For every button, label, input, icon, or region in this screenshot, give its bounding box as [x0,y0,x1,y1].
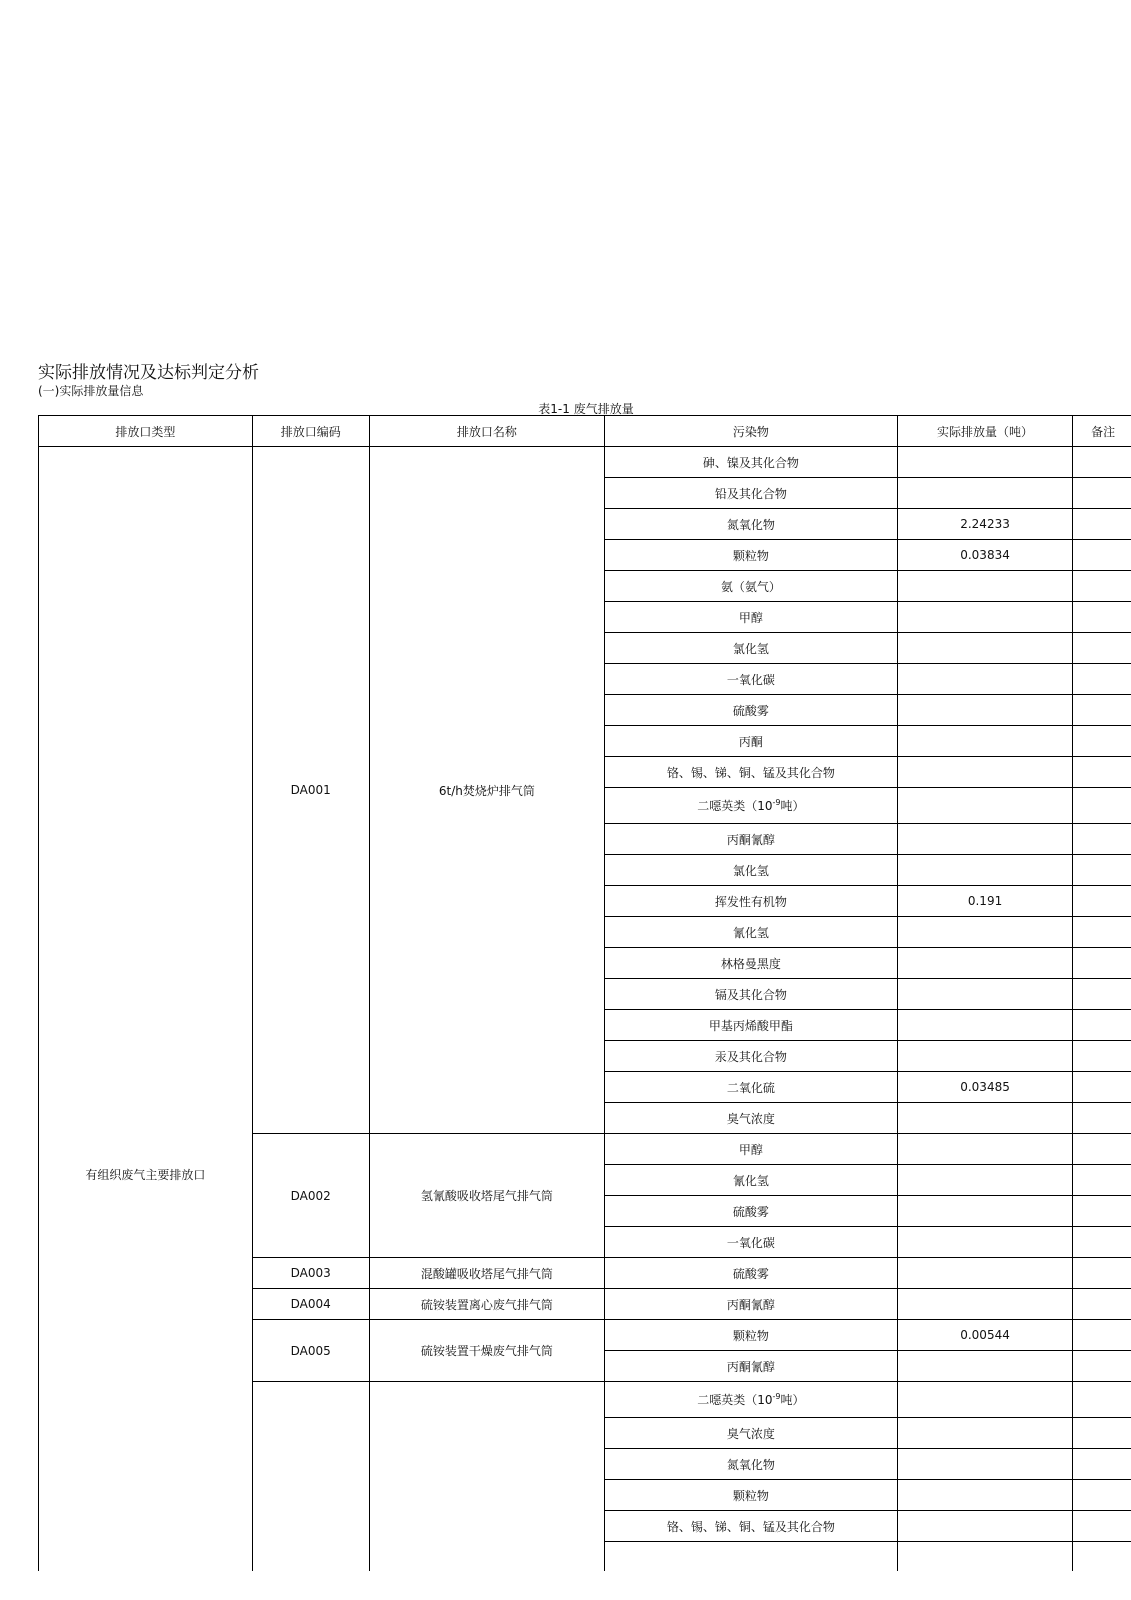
note-cell [1073,1258,1131,1289]
outlet-name-cell: 硫铵装置干燥废气排气筒 [369,1320,604,1382]
emission-amount-cell [897,1382,1073,1418]
emission-amount-cell: 0.03485 [897,1072,1073,1103]
header-outlet-type: 排放口类型 [39,416,253,447]
section-subheading: (一)实际排放量信息 [38,384,144,398]
pollutant-cell: 一氧化碳 [604,1227,897,1258]
note-cell [1073,1511,1131,1542]
emission-amount-cell [897,1010,1073,1041]
pollutant-cell: 镉及其化合物 [604,979,897,1010]
note-cell [1073,948,1131,979]
outlet-name-cell: 6t/h焚烧炉排气筒 [369,447,604,1134]
emission-amount-cell [897,695,1073,726]
outlet-name-cell: 混酸罐吸收塔尾气排气筒 [369,1258,604,1289]
note-cell [1073,633,1131,664]
emission-amount-cell [897,1351,1073,1382]
note-cell [1073,1418,1131,1449]
note-cell [1073,478,1131,509]
pollutant-cell: 硫酸雾 [604,1258,897,1289]
page-cutoff [0,1571,1131,1600]
pollutant-cell: 硫酸雾 [604,695,897,726]
note-cell [1073,1041,1131,1072]
pollutant-cell: 臭气浓度 [604,1418,897,1449]
emission-amount-cell [897,664,1073,695]
pollutant-cell: 氰化氢 [604,917,897,948]
note-cell [1073,1542,1131,1573]
note-cell [1073,1449,1131,1480]
outlet-code-cell: DA001 [252,447,369,1134]
pollutant-cell: 铬、锡、锑、铜、锰及其化合物 [604,1511,897,1542]
note-cell [1073,979,1131,1010]
note-cell [1073,540,1131,571]
pollutant-cell: 颗粒物 [604,540,897,571]
emission-amount-cell [897,633,1073,664]
pollutant-cell [604,1382,897,1418]
emission-amount-cell [897,788,1073,824]
emission-amount-cell [897,917,1073,948]
note-cell [1073,447,1131,478]
note-cell [1073,1103,1131,1134]
emission-amount-cell [897,1418,1073,1449]
note-cell [1073,726,1131,757]
emission-amount-cell: 0.00544 [897,1320,1073,1351]
outlet-code-cell: DA005 [252,1320,369,1382]
emission-amount-cell [897,1103,1073,1134]
emission-amount-cell [897,1227,1073,1258]
note-cell [1073,1072,1131,1103]
emission-amount-cell [897,1134,1073,1165]
note-cell [1073,917,1131,948]
pollutant-cell: 氰化氢 [604,1165,897,1196]
pollutant-unit-exponent: -9 [772,1392,781,1401]
emission-amount-cell [897,1289,1073,1320]
pollutant-cell: 挥发性有机物 [604,886,897,917]
note-cell [1073,695,1131,726]
outlet-code-cell: DA004 [252,1289,369,1320]
emission-amount-cell [897,1196,1073,1227]
note-cell [1073,664,1131,695]
note-cell [1073,602,1131,633]
pollutant-cell: 甲醇 [604,602,897,633]
header-actual-emission: 实际排放量（吨） [897,416,1073,447]
outlet-type-cell: 有组织废气主要排放口 [39,447,253,1573]
pollutant-cell: 二氧化硫 [604,1072,897,1103]
pollutant-cell: 铅及其化合物 [604,478,897,509]
emission-amount-cell [897,757,1073,788]
note-cell [1073,1134,1131,1165]
pollutant-cell: 氯化氢 [604,633,897,664]
note-cell [1073,824,1131,855]
pollutant-cell: 颗粒物 [604,1320,897,1351]
emission-amount-cell [897,1542,1073,1573]
header-pollutant: 污染物 [604,416,897,447]
emission-amount-cell [897,1165,1073,1196]
emission-amount-cell [897,1449,1073,1480]
note-cell [1073,1165,1131,1196]
emission-amount-cell [897,447,1073,478]
note-cell [1073,509,1131,540]
note-cell [1073,757,1131,788]
note-cell [1073,1196,1131,1227]
outlet-code-cell: DA003 [252,1258,369,1289]
outlet-code-cell: DA002 [252,1134,369,1258]
pollutant-cell [604,1542,897,1573]
table-caption: 表1-1 废气排放量 [538,402,634,416]
note-cell [1073,1480,1131,1511]
pollutant-cell: 砷、镍及其化合物 [604,447,897,478]
note-cell [1073,1320,1131,1351]
pollutant-cell: 丙酮氰醇 [604,1351,897,1382]
emission-amount-cell [897,1258,1073,1289]
emission-table [38,415,1131,1573]
pollutant-cell: 汞及其化合物 [604,1041,897,1072]
pollutant-cell: 硫酸雾 [604,1196,897,1227]
pollutant-cell: 臭气浓度 [604,1103,897,1134]
pollutant-cell: 丙酮氰醇 [604,824,897,855]
pollutant-cell: 甲醇 [604,1134,897,1165]
table-row [39,447,1131,478]
pollutant-cell: 甲基丙烯酸甲酯 [604,1010,897,1041]
pollutant-cell: 铬、锡、锑、铜、锰及其化合物 [604,757,897,788]
pollutant-label: 二噁英类（10 [697,1393,773,1407]
emission-amount-cell [897,602,1073,633]
note-cell [1073,1351,1131,1382]
pollutant-cell [604,788,897,824]
outlet-code-cell [252,1382,369,1573]
pollutant-cell: 氮氧化物 [604,509,897,540]
pollutant-cell: 氨（氨气） [604,571,897,602]
pollutant-unit-suffix: 吨） [780,799,805,813]
emission-amount-cell [897,1480,1073,1511]
note-cell [1073,788,1131,824]
header-outlet-name: 排放口名称 [369,416,604,447]
emission-amount-cell [897,824,1073,855]
pollutant-cell: 氮氧化物 [604,1449,897,1480]
note-cell [1073,1010,1131,1041]
note-cell [1073,571,1131,602]
note-cell [1073,855,1131,886]
emission-amount-cell [897,979,1073,1010]
pollutant-label: 二噁英类（10 [697,799,773,813]
emission-amount-cell [897,478,1073,509]
emission-amount-cell [897,1041,1073,1072]
pollutant-cell: 颗粒物 [604,1480,897,1511]
emission-amount-cell: 0.191 [897,886,1073,917]
emission-amount-cell [897,1511,1073,1542]
note-cell [1073,1289,1131,1320]
outlet-name-cell: 氢氰酸吸收塔尾气排气筒 [369,1134,604,1258]
outlet-name-cell: 硫铵装置离心废气排气筒 [369,1289,604,1320]
emission-amount-cell: 2.24233 [897,509,1073,540]
pollutant-cell: 一氧化碳 [604,664,897,695]
pollutant-unit-suffix: 吨） [780,1393,805,1407]
document-heading: 实际排放情况及达标判定分析 [38,363,259,383]
table-header-row [39,416,1131,447]
header-note: 备注 [1073,416,1131,447]
pollutant-cell: 丙酮氰醇 [604,1289,897,1320]
emission-amount-cell [897,571,1073,602]
note-cell [1073,1382,1131,1418]
emission-amount-cell [897,855,1073,886]
note-cell [1073,1227,1131,1258]
pollutant-cell: 林格曼黑度 [604,948,897,979]
emission-amount-cell [897,726,1073,757]
emission-amount-cell: 0.03834 [897,540,1073,571]
pollutant-cell: 氯化氢 [604,855,897,886]
pollutant-unit-exponent: -9 [772,798,781,807]
note-cell [1073,886,1131,917]
emission-amount-cell [897,948,1073,979]
pollutant-cell: 丙酮 [604,726,897,757]
outlet-name-cell [369,1382,604,1573]
header-outlet-code: 排放口编码 [252,416,369,447]
